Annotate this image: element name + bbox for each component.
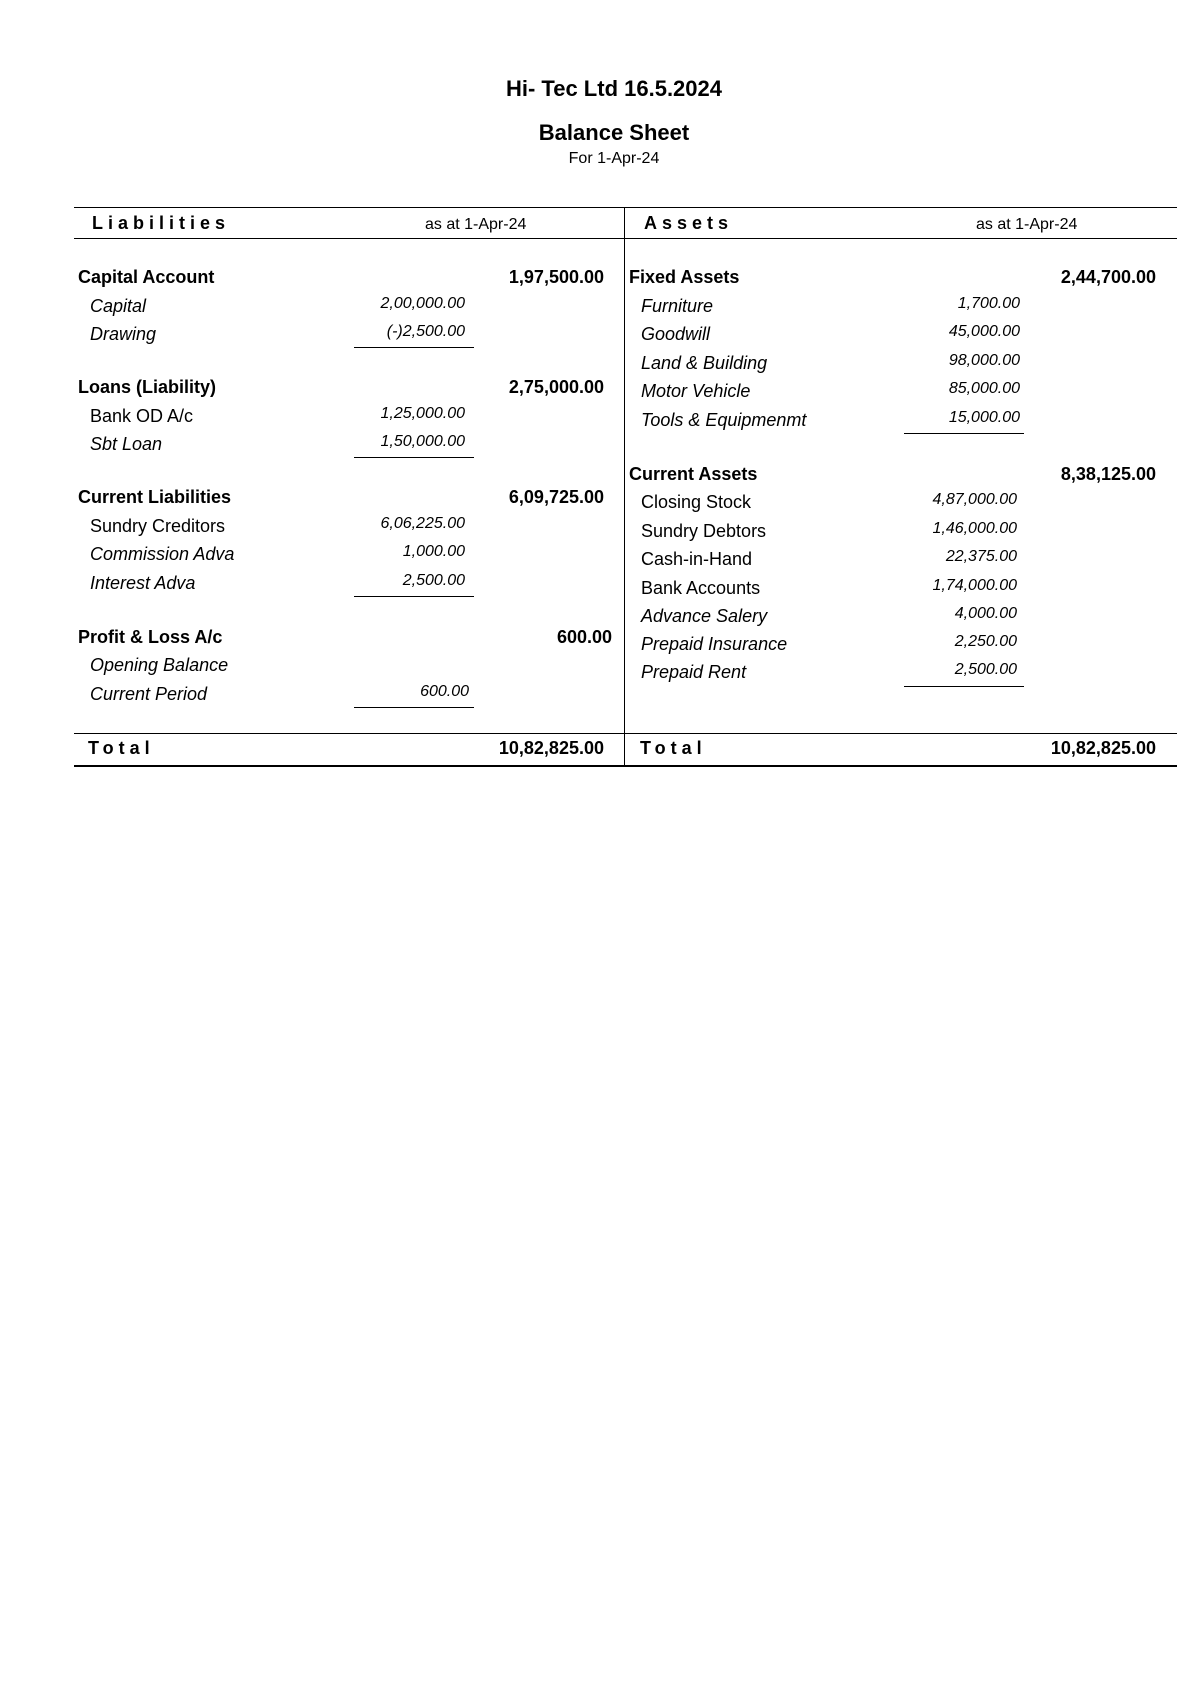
subtotal-rule (354, 707, 474, 708)
amount-land-building: 98,000.00 (948, 352, 1020, 369)
ledger-furniture: Furniture (641, 296, 714, 316)
ledger-drawing: Drawing (90, 324, 157, 344)
amount-motor-vehicle: 85,000.00 (948, 380, 1020, 397)
ledger-bank-od: Bank OD A/c (90, 406, 194, 426)
amount-bank-accounts: 1,74,000.00 (932, 577, 1017, 594)
ledger-sundry-debtors: Sundry Debtors (641, 521, 767, 541)
group-profit-loss: Profit & Loss A/c (78, 627, 223, 647)
ledger-opening-balance: Opening Balance (90, 655, 229, 675)
ledger-prepaid-insurance: Prepaid Insurance (641, 634, 788, 654)
assets-column-header: Assets (644, 213, 734, 233)
subtotal-rule (904, 686, 1024, 687)
amount-sbt-loan: 1,50,000.00 (380, 433, 465, 450)
ledger-motor-vehicle: Motor Vehicle (641, 381, 751, 401)
ledger-tools-equipment: Tools & Equipmenmt (641, 410, 807, 430)
header-bottom-rule (74, 238, 1177, 239)
ledger-bank-accounts: Bank Accounts (641, 578, 761, 598)
liabilities-date-header: as at 1-Apr-24 (425, 216, 527, 233)
total-top-rule (74, 733, 1177, 734)
table-top-rule (74, 207, 1177, 208)
amount-commission-adva: 1,000.00 (402, 543, 465, 560)
ledger-capital: Capital (90, 296, 147, 316)
group-total-current-liabilities: 6,09,725.00 (508, 487, 604, 507)
amount-advance-salery: 4,000.00 (954, 605, 1017, 622)
amount-furniture: 1,700.00 (957, 295, 1020, 312)
amount-prepaid-rent: 2,500.00 (954, 661, 1017, 678)
ledger-sbt-loan: Sbt Loan (90, 434, 163, 454)
liabilities-column-header: Liabilities (92, 213, 231, 233)
ledger-goodwill: Goodwill (641, 324, 711, 344)
group-current-liabilities: Current Liabilities (78, 487, 232, 507)
liabilities-total-label: Total (88, 738, 155, 758)
amount-bank-od: 1,25,000.00 (380, 405, 465, 422)
ledger-current-period: Current Period (90, 684, 208, 704)
subtotal-rule (904, 433, 1024, 434)
ledger-sundry-creditors: Sundry Creditors (90, 516, 226, 536)
assets-date-header: as at 1-Apr-24 (976, 216, 1078, 233)
ledger-closing-stock: Closing Stock (641, 492, 752, 512)
ledger-land-building: Land & Building (641, 353, 768, 373)
group-fixed-assets: Fixed Assets (629, 267, 740, 287)
ledger-prepaid-rent: Prepaid Rent (641, 662, 747, 682)
amount-capital: 2,00,000.00 (380, 295, 465, 312)
amount-current-period: 600.00 (420, 683, 469, 700)
amount-cash-in-hand: 22,375.00 (945, 548, 1017, 565)
column-divider (624, 207, 625, 766)
liabilities-total-value: 10,82,825.00 (498, 738, 604, 758)
amount-goodwill: 45,000.00 (948, 323, 1020, 340)
group-capital-account: Capital Account (78, 267, 215, 287)
subtotal-rule (354, 596, 474, 597)
group-total-capital-account: 1,97,500.00 (508, 267, 604, 287)
company-name: Hi- Tec Ltd 16.5.2024 (505, 76, 722, 101)
total-bottom-rule (74, 765, 1177, 767)
report-title: Balance Sheet (538, 120, 690, 145)
group-loans-liability: Loans (Liability) (78, 377, 217, 397)
ledger-advance-salery: Advance Salery (641, 606, 768, 626)
amount-closing-stock: 4,87,000.00 (932, 491, 1017, 508)
group-current-assets: Current Assets (629, 464, 758, 484)
ledger-cash-in-hand: Cash-in-Hand (641, 549, 753, 569)
subtotal-rule (354, 457, 474, 458)
amount-prepaid-insurance: 2,250.00 (954, 633, 1017, 650)
amount-interest-adva: 2,500.00 (402, 572, 465, 589)
amount-drawing: (-)2,500.00 (386, 323, 465, 340)
group-total-profit-loss: 600.00 (556, 627, 612, 647)
amount-sundry-debtors: 1,46,000.00 (932, 520, 1017, 537)
group-total-fixed-assets: 2,44,700.00 (1060, 267, 1156, 287)
amount-tools-equipment: 15,000.00 (948, 409, 1020, 426)
report-period: For 1-Apr-24 (568, 150, 660, 167)
group-total-loans-liability: 2,75,000.00 (508, 377, 604, 397)
ledger-commission-adva: Commission Adva (90, 544, 235, 564)
assets-total-value: 10,82,825.00 (1050, 738, 1156, 758)
subtotal-rule (354, 347, 474, 348)
assets-total-label: Total (640, 738, 707, 758)
group-total-current-assets: 8,38,125.00 (1060, 464, 1156, 484)
amount-sundry-creditors: 6,06,225.00 (380, 515, 465, 532)
ledger-interest-adva: Interest Adva (90, 573, 196, 593)
